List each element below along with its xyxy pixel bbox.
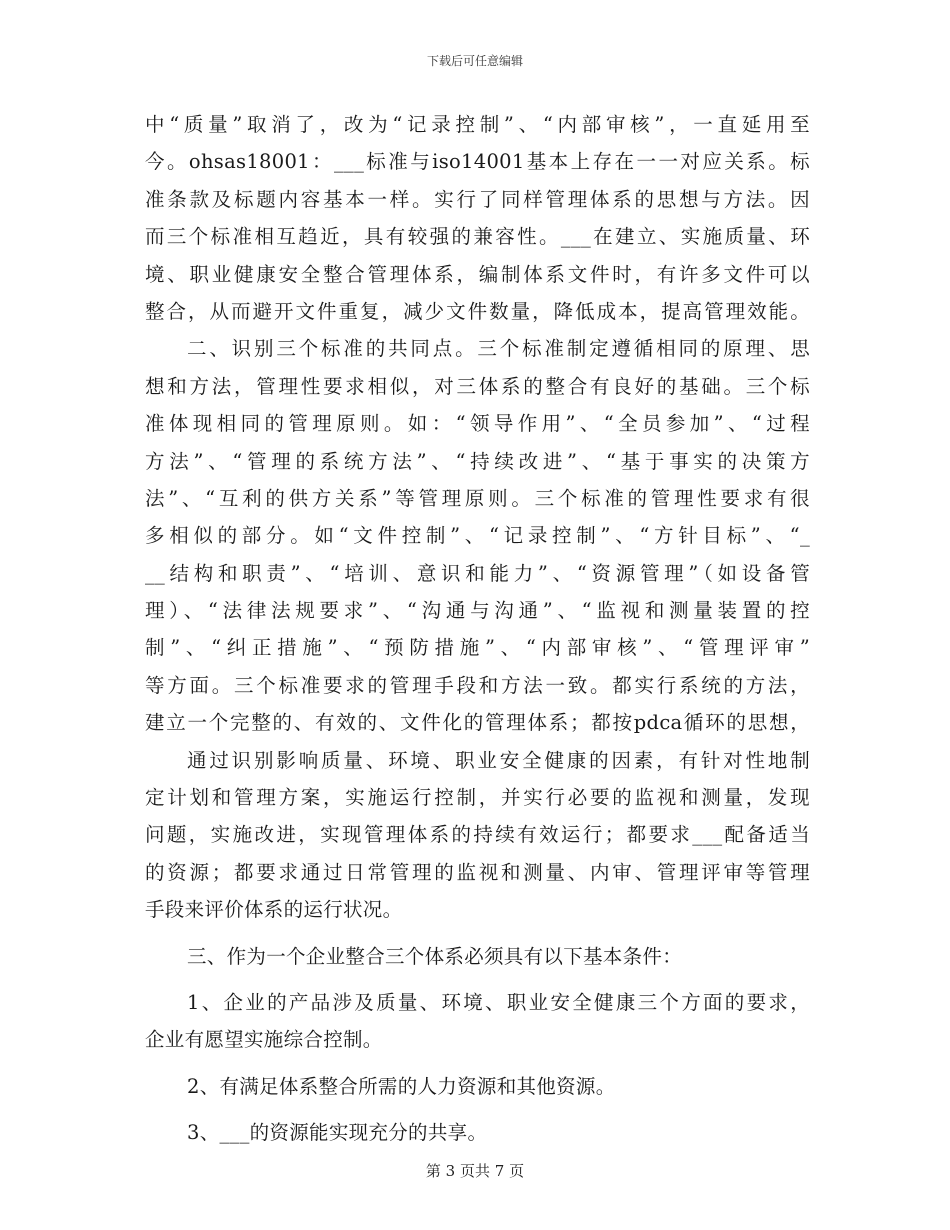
page-header: 下载后可任意编辑 [426,54,523,68]
text-line: 定计划和管理方案，实施运行控制，并实行必要的监视和测量，发现 [145,786,810,810]
text-line: 二、识别三个标准的共同点。三个标准制定遵循相同的原理、思 [187,337,810,361]
text-line: 的资源；都要求通过日常管理的监视和测量、内审、管理评审等管理 [145,860,810,884]
text-line: 通过识别影响质量、环境、职业安全健康的因素，有针对性地制 [187,748,810,772]
text-line: 手段来评价体系的运行状况。 [145,898,403,922]
text-line: 今。ohsas18001：___标准与iso14001基本上存在一一对应关系。标 [145,150,810,174]
text-line: 想和方法，管理性要求相似，对三体系的整合有良好的基础。三个标 [145,374,810,398]
text-line: 制”、“纠正措施”、“预防措施”、“内部审核”、“管理评审” [145,636,810,660]
text-line: 法”、“互利的供方关系”等管理原则。三个标准的管理性要求有很 [145,486,810,510]
section-heading: 三、作为一个企业整合三个体系必须具有以下基本条件： [187,944,683,968]
list-item-line: 2、有满足体系整合所需的人力资源和其他资源。 [187,1074,616,1098]
list-item-line: 企业有愿望实施综合控制。 [145,1028,383,1052]
page-number-footer: 第 3 页共 7 页 [425,1162,525,1180]
text-line: 中“质量”取消了，改为“记录控制”、“内部审核”，一直延用至 [145,113,810,136]
text-line: 理）、“法律法规要求”、“沟通与沟通”、“监视和测量装置的控 [145,599,810,623]
text-line: 多相似的部分。如“文件控制”、“记录控制”、“方针目标”、“_ [145,524,810,548]
text-line: 准体现相同的管理原则。如：“领导作用”、“全员参加”、“过程 [145,412,810,436]
text-line: 等方面。三个标准要求的管理手段和方法一致。都实行系统的方法， [145,673,810,697]
text-line: 准条款及标题内容基本一样。实行了同样管理体系的思想与方法。因 [145,187,810,211]
text-line: 而三个标准相互趋近，具有较强的兼容性。___在建立、实施质量、环 [145,225,810,249]
text-line: __结构和职责”、“培训、意识和能力”、“资源管理”（如设备管 [145,561,810,585]
text-line: 建立一个完整的、有效的、文件化的管理体系；都按pdca循环的思想， [145,711,810,735]
list-item-line: 1、企业的产品涉及质量、环境、职业安全健康三个方面的要求， [187,990,810,1014]
text-line: 方法”、“管理的系统方法”、“持续改进”、“基于事实的决策方 [145,449,810,473]
document-body [145,106,810,1152]
list-item-line: 3、___的资源能实现充分的共享。 [187,1121,488,1145]
text-line: 问题，实施改进，实现管理体系的持续有效运行；都要求___配备适当 [145,823,810,847]
text-line: 整合，从而避开文件重复，减少文件数量，降低成本，提高管理效能。 [145,299,810,323]
text-line: 境、职业健康安全整合管理体系，编制体系文件时，有许多文件可以 [145,262,810,286]
